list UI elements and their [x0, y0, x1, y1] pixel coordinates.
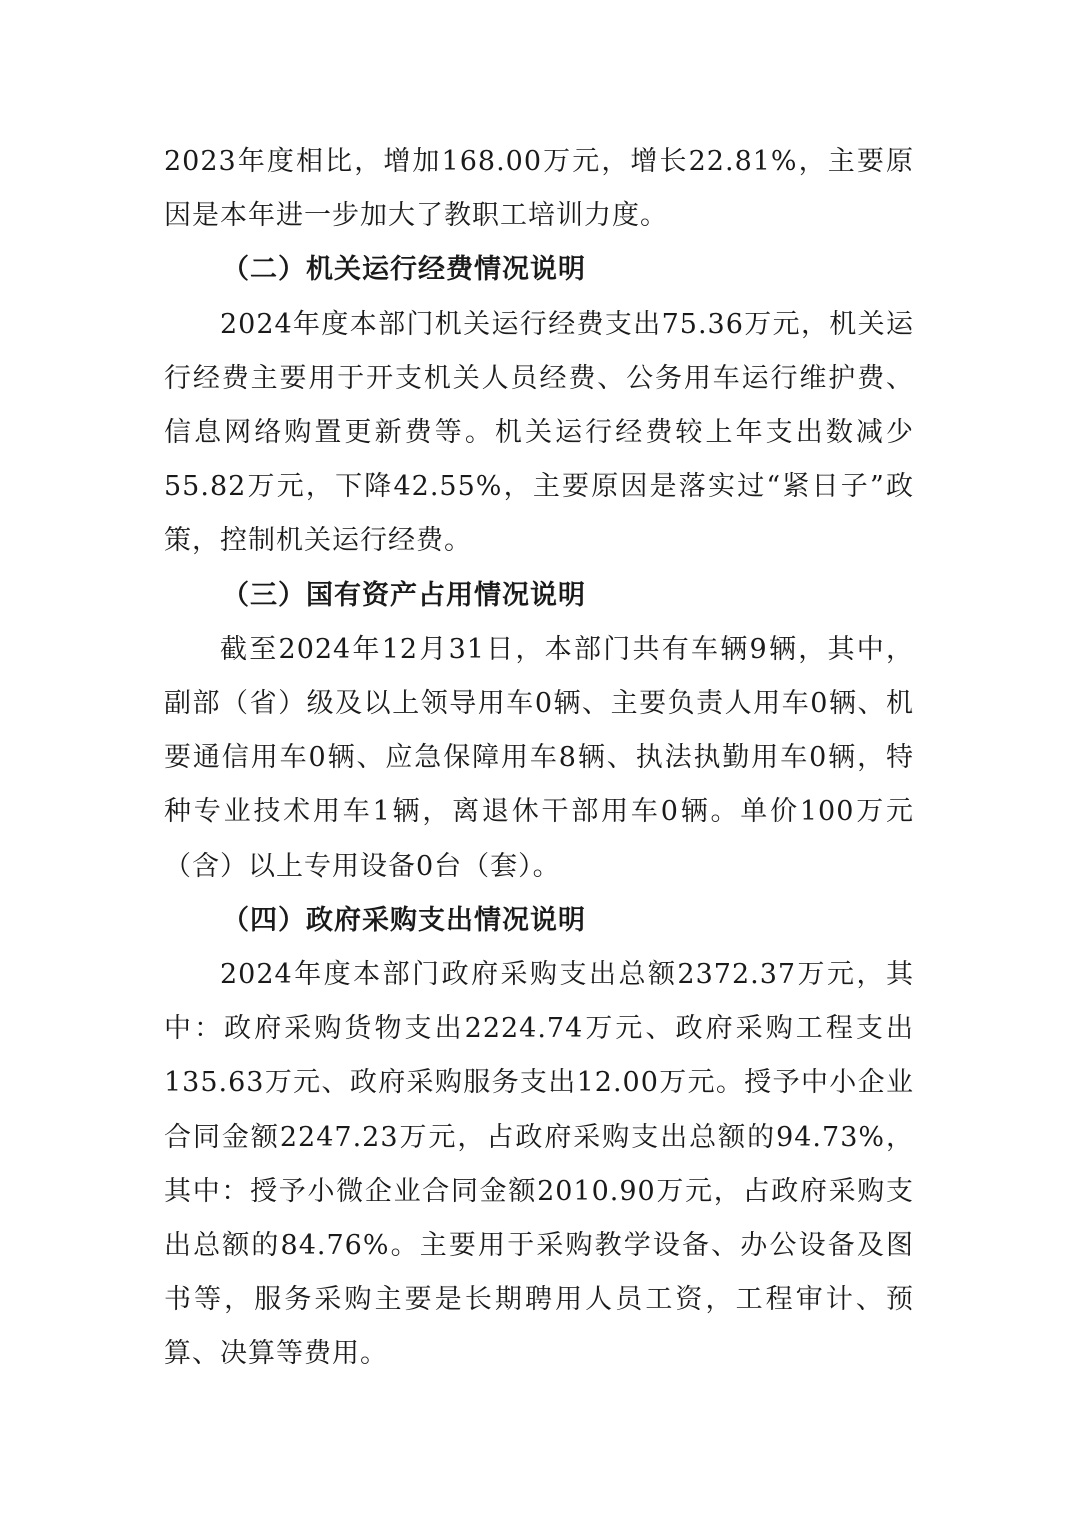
paragraph-office-operating-expenses: 2024年度本部门机关运行经费支出75.36万元，机关运行经费主要用于开支机关人员经费、公务用车运行维护费、信息网络购置更新费等。机关运行经费较上年支出数减少55.82万元，下降42.55%，主要原因是落实过“紧日子”政策，控制机关运行经费。: [164, 308, 914, 557]
heading-office-operating-expenses: （二）机关运行经费情况说明: [222, 254, 586, 286]
document-body: [164, 135, 914, 1382]
paragraph-training-cost: 2023年度相比，增加168.00万元，增长22.81%，主要原因是本年进一步加大了教职工培训力度。: [164, 146, 914, 232]
paragraph-government-procurement: 2024年度本部门政府采购支出总额2372.37万元，其中：政府采购货物支出2224.74万元、政府采购工程支出135.63万元、政府采购服务支出12.00万元。授予中小企业合同金额2247.23万元，占政府采购支出总额的94.73%，其中：授予小微企业合同金额2010.90万元，占政府采购支出总额的84.76%。主要用于采购教学设备、办公设备及图书等，服务采购主要是长期聘用人员工资，工程审计、预算、决算等费用。: [164, 959, 914, 1370]
paragraph-state-assets: 截至2024年12月31日，本部门共有车辆9辆，其中，副部（省）级及以上领导用车0辆、主要负责人用车0辆、机要通信用车0辆、应急保障用车8辆、执法执勤用车0辆，特种专业技术用车1辆，离退休干部用车0辆。单价100万元（含）以上专用设备0台（套）。: [164, 633, 914, 882]
heading-government-procurement: （四）政府采购支出情况说明: [222, 904, 586, 936]
heading-state-assets: （三）国有资产占用情况说明: [222, 579, 586, 611]
